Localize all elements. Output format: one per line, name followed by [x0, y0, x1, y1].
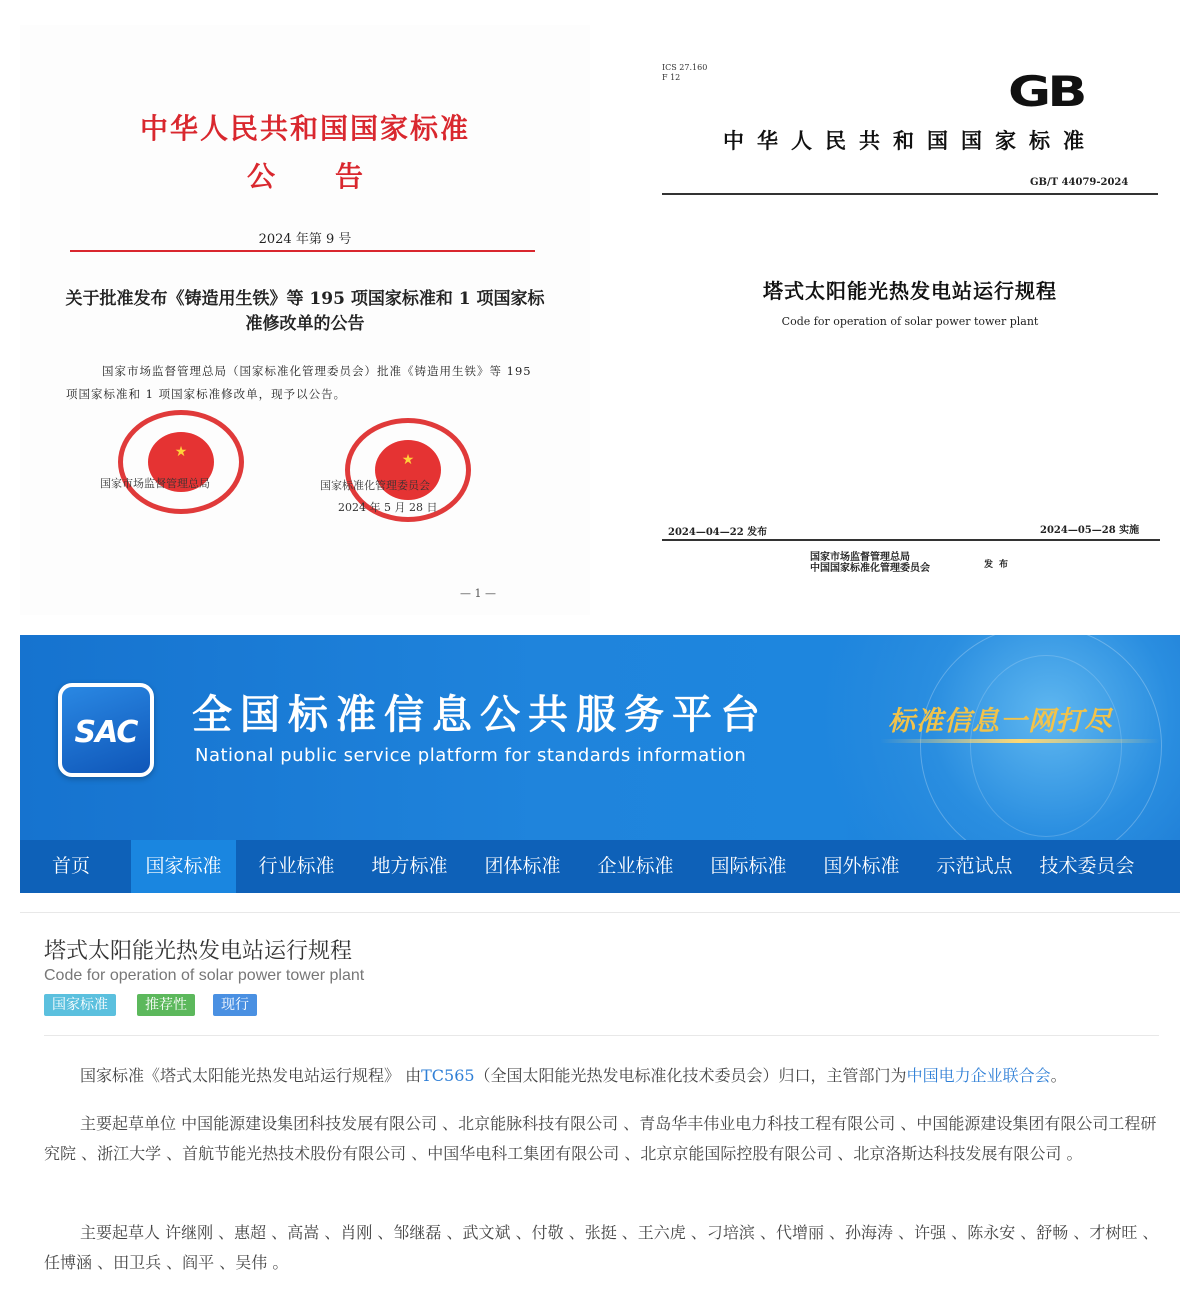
summary-prefix: 国家标准《塔式太阳能光热发电站运行规程》 由 [80, 1066, 422, 1085]
nav-technical-committees[interactable]: 技术委员会 [1039, 855, 1135, 877]
sac-logo[interactable] [58, 683, 154, 777]
standard-title-en: Code for operation of solar power tower plant [44, 967, 365, 984]
cover-ccs: F 12 [662, 73, 681, 82]
seal-sac-icon: ★ [335, 418, 485, 522]
nav-international-standards[interactable]: 国际标准 [710, 855, 787, 877]
nav-group-standards[interactable]: 团体标准 [484, 855, 561, 877]
cover-ics: ICS 27.160 [662, 63, 708, 72]
notice-signature-samr: 国家市场监督管理总局 [100, 477, 210, 490]
cover-classification [662, 63, 707, 83]
cover-standard-code: GB/T 44079-2024 [1030, 177, 1129, 188]
site-banner [20, 635, 1180, 840]
notice-page-number: — 1 — [460, 587, 496, 600]
notice-signature-sac: 国家标准化管理委员会 [320, 479, 430, 492]
notice-header-announcement: 公告 [246, 160, 423, 193]
gb-logo: GB [1008, 67, 1084, 116]
tc565-link[interactable]: TC565 [421, 1066, 475, 1085]
site-slogan: 标准信息一网打尽 [888, 706, 1112, 737]
globe-meridian-decoration [970, 655, 1122, 837]
drafters: 主要起草人 许继刚 、惠超 、高嵩 、肖刚 、邹继磊 、武文斌 、付敬 、张挺 、王六虎 、刁培滨 、代增丽 、孙海涛 、许强 、陈永安 、舒畅 、才树旺 、任博涵 、田卫兵 、阎平 、吴伟 。 [44, 1223, 1159, 1272]
tag-recommended: 推荐性 [137, 994, 195, 1016]
cover-title-cn: 塔式太阳能光热发电站运行规程 [763, 279, 1057, 303]
cover-publish-date: 2024—04—22 发布 [668, 527, 768, 538]
cec-link[interactable]: 中国电力企业联合会 [906, 1066, 1051, 1085]
cover-issuer-sac: 中国国家标准化管理委员会 [810, 563, 930, 574]
nav-national-standards[interactable]: 国家标准 [131, 840, 236, 893]
standard-summary [44, 1061, 1164, 1091]
cover-title-en: Code for operation of solar power tower plant [781, 315, 1039, 328]
nav-industry-standards[interactable]: 行业标准 [258, 855, 335, 877]
slogan-light-streak [880, 739, 1160, 743]
nav-local-standards[interactable]: 地方标准 [371, 855, 448, 877]
site-title-cn: 全国标准信息公共服务平台 [192, 692, 768, 738]
summary-end: 。 [1050, 1066, 1067, 1085]
notice-document-image [20, 25, 590, 615]
seal-samr-icon: ★ [108, 410, 258, 514]
tag-national-standard: 国家标准 [44, 994, 116, 1016]
tag-current: 现行 [213, 994, 257, 1016]
standard-cover-image [600, 25, 1180, 615]
nav-home[interactable]: 首页 [51, 855, 90, 877]
sac-logo-text: SAC [74, 715, 138, 750]
notice-date: 2024 年 5 月 28 日 [338, 501, 438, 514]
content-top-divider [20, 912, 1180, 913]
site-title-en: National public service platform for standards information [195, 745, 747, 766]
notice-body: 国家市场监督管理总局（国家标准化管理委员会）批准《铸造用生铁》等 195 项国家标准和 1 项国家标准修改单，现予以公告。 [66, 364, 532, 401]
summary-middle: （全国太阳能光热发电标准化技术委员会）归口，主管部门为 [474, 1066, 907, 1085]
cover-national-standard: 中华人民共和国国家标准 [723, 128, 1097, 153]
content-divider [44, 1035, 1159, 1036]
standard-title-cn: 塔式太阳能光热发电站运行规程 [44, 939, 353, 964]
notice-red-rule [70, 250, 535, 252]
notice-header: 中华人民共和国国家标准 [139, 112, 470, 145]
cover-rule-top [662, 193, 1158, 195]
nav-demonstration-pilots[interactable]: 示范试点 [936, 855, 1013, 877]
cover-rule-bottom [662, 539, 1160, 541]
main-nav [20, 840, 1180, 893]
cover-issuer-samr: 国家市场监督管理总局 [810, 552, 910, 563]
cover-implement-date: 2024—05—28 实施 [1040, 525, 1140, 536]
drafting-units: 主要起草单位 中国能源建设集团科技发展有限公司 、北京能脉科技有限公司 、青岛华丰伟业电力科技工程有限公司 、中国能源建设集团有限公司工程研究院 、浙江大学 、首航节能光热技术股份有限公司 、中国华电科工集团有限公司 、北京京能国际控股有限公司 、北京洛斯达科技发展有限公司 。 [44, 1114, 1157, 1163]
cover-issuers [810, 552, 990, 574]
cover-issue-word: 发布 [984, 560, 1015, 570]
nav-foreign-standards[interactable]: 国外标准 [823, 855, 900, 877]
notice-issue-number: 2024 年第 9 号 [258, 232, 352, 247]
nav-enterprise-standards[interactable]: 企业标准 [597, 855, 674, 877]
notice-title: 关于批准发布《铸造用生铁》等 195 项国家标准和 1 项国家标准修改单的公告 [65, 289, 545, 334]
